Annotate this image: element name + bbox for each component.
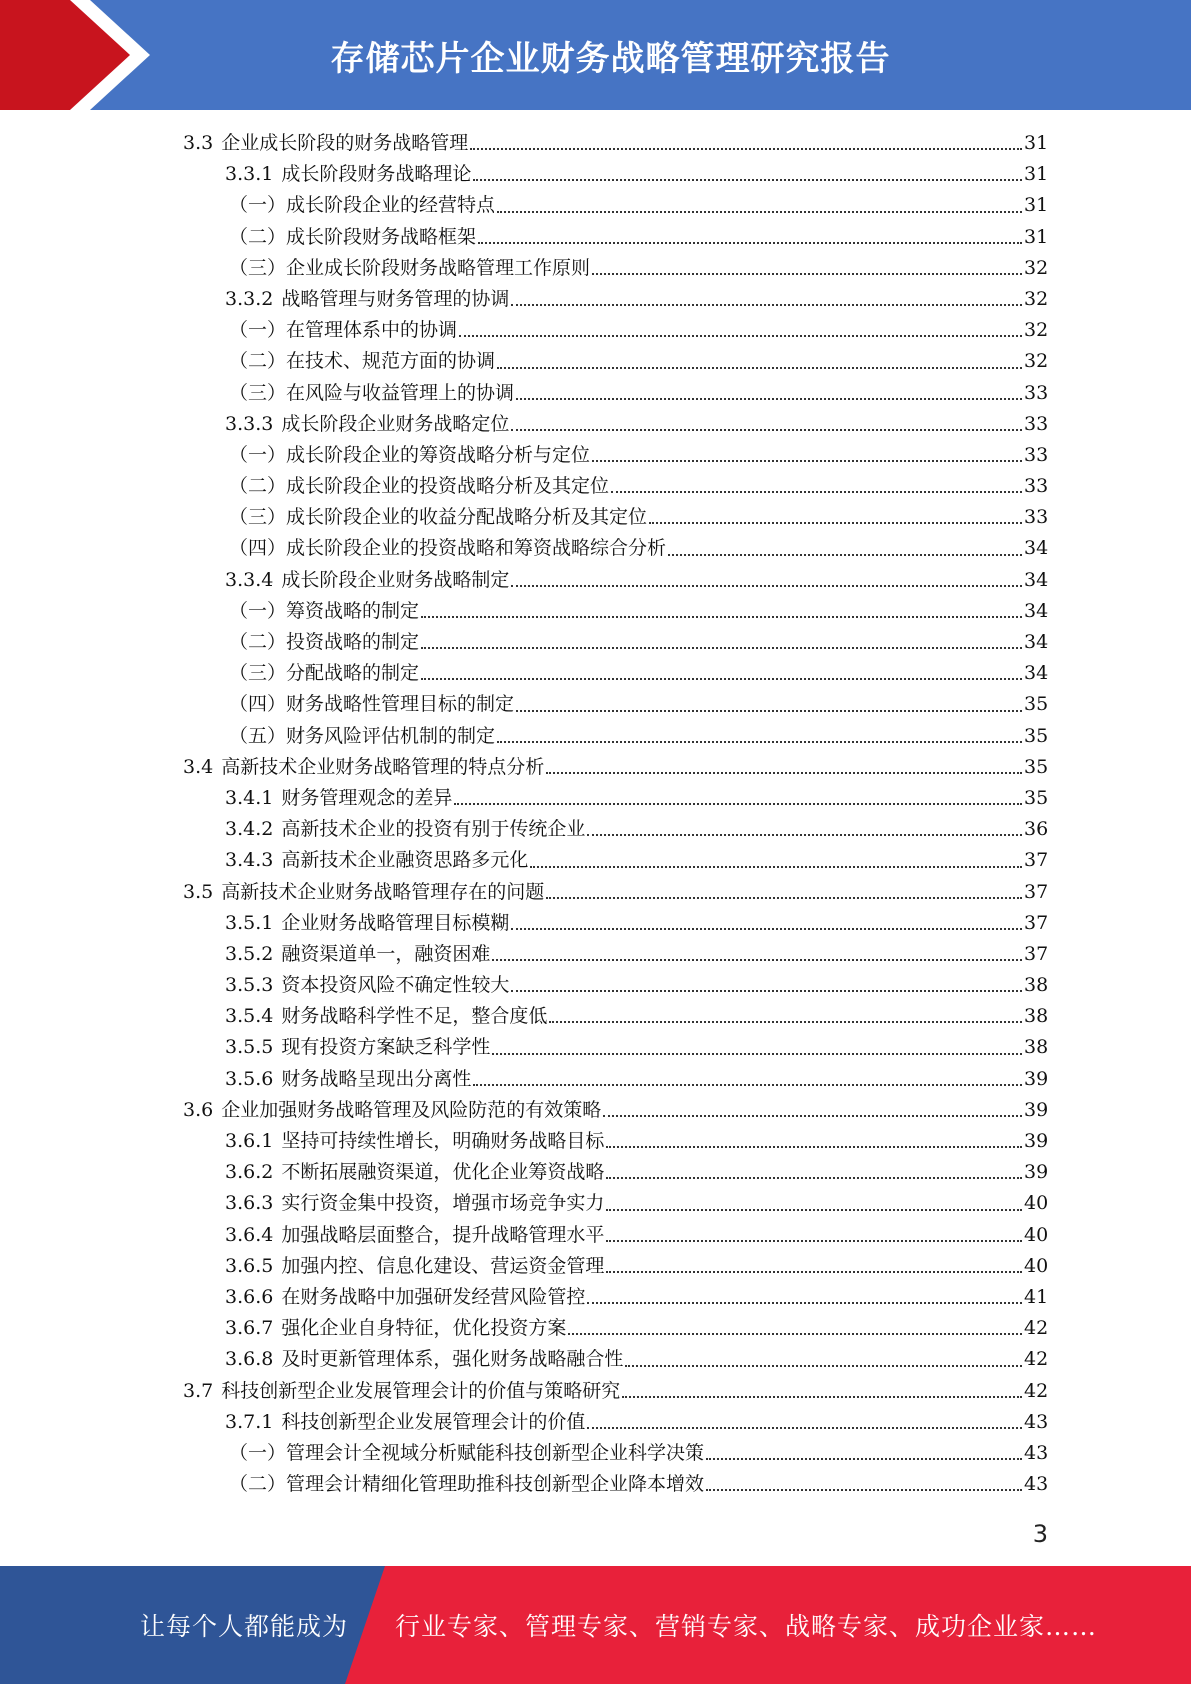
toc-entry-label: 及时更新管理体系，强化财务战略融合性 <box>281 1348 624 1371</box>
toc-entry-label: （一）成长阶段企业的筹资战略分析与定位 <box>229 443 591 466</box>
toc-dot-leader <box>622 1395 1022 1398</box>
toc-dot-leader <box>511 989 1022 992</box>
toc-entry-page: 32 <box>1024 319 1049 342</box>
toc-entry-label: 战略管理与财务管理的协调 <box>281 287 510 310</box>
toc-entry[interactable] <box>183 658 1048 689</box>
toc-entry-label: （一）在管理体系中的协调 <box>229 319 458 342</box>
toc-entry[interactable] <box>183 533 1048 564</box>
toc-entry-page: 43 <box>1024 1473 1049 1496</box>
toc-dot-leader <box>421 615 1022 618</box>
toc-entry[interactable] <box>183 159 1048 190</box>
toc-dot-leader <box>511 303 1022 306</box>
toc-entry-label: （三）在风险与收益管理上的协调 <box>229 381 515 404</box>
toc-entry-page: 31 <box>1024 132 1049 154</box>
toc-entry-label: 成长阶段企业财务战略制定 <box>281 568 510 591</box>
toc-entry-label: （二）投资战略的制定 <box>229 631 420 653</box>
toc-entry-page: 32 <box>1024 287 1049 310</box>
toc-dot-leader <box>706 1457 1022 1460</box>
toc-entry-page: 43 <box>1024 1441 1049 1464</box>
toc-entry-label: 财务战略呈现出分离性 <box>281 1067 472 1090</box>
toc-entry[interactable] <box>183 378 1048 409</box>
toc-entry[interactable] <box>183 502 1048 533</box>
toc-entry-number: 3.6.6 <box>225 1285 274 1308</box>
toc-entry-page: 31 <box>1024 163 1049 186</box>
toc-dot-leader <box>606 1270 1022 1273</box>
toc-entry-page: 34 <box>1024 568 1049 591</box>
toc-dot-leader <box>454 802 1022 805</box>
toc-dot-leader <box>530 865 1022 868</box>
toc-entry-label: （二）成长阶段财务战略框架 <box>229 225 477 248</box>
toc-entry[interactable] <box>183 1251 1048 1282</box>
toc-entry-page: 38 <box>1024 1036 1049 1059</box>
header-band <box>0 0 1191 110</box>
toc-dot-leader <box>549 1020 1022 1023</box>
toc-entry-label: （三）企业成长阶段财务战略管理工作原则 <box>229 256 591 279</box>
toc-entry-number: 3.5.4 <box>225 1005 274 1028</box>
toc-entry-label: 高新技术企业的投资有别于传统企业 <box>281 818 586 841</box>
toc-entry-number: 3.3.1 <box>225 163 274 186</box>
toc-dot-leader <box>546 771 1022 774</box>
toc-entry[interactable] <box>183 409 1048 440</box>
toc-dot-leader <box>649 521 1022 524</box>
toc-entry[interactable] <box>183 128 1048 159</box>
toc-dot-leader <box>592 459 1022 462</box>
toc-entry-label: 企业财务战略管理目标模糊 <box>281 911 510 934</box>
toc-entry-page: 42 <box>1024 1317 1049 1340</box>
toc-entry-number: 3.5.6 <box>225 1067 274 1090</box>
footer-band <box>0 1566 1191 1684</box>
footer-slogan-left: 让每个人都能成为 <box>140 1612 349 1641</box>
toc-entry-page: 36 <box>1024 818 1049 841</box>
toc-entry-page: 37 <box>1024 942 1049 965</box>
toc-dot-leader <box>568 1332 1022 1335</box>
toc-entry[interactable] <box>183 689 1048 720</box>
toc-dot-leader <box>421 646 1022 649</box>
toc-dot-leader <box>473 1083 1022 1086</box>
toc-entry-label: （一）管理会计全视域分析赋能科技创新型企业科学决策 <box>229 1441 705 1464</box>
toc-dot-leader <box>516 397 1022 400</box>
toc-entry-number: 3.6.2 <box>225 1161 274 1184</box>
toc-entry-page: 39 <box>1024 1161 1049 1184</box>
toc-entry-page: 38 <box>1024 1005 1049 1028</box>
toc-entry-page: 34 <box>1024 599 1049 622</box>
toc-dot-leader <box>587 833 1022 836</box>
toc-entry[interactable] <box>183 1438 1048 1469</box>
toc-entry[interactable] <box>183 315 1048 346</box>
toc-entry-number: 3.3.4 <box>225 568 274 591</box>
toc-entry-page: 39 <box>1024 1067 1049 1090</box>
toc-entry-number: 3.6.1 <box>225 1130 274 1152</box>
toc-entry-label: 成长阶段企业财务战略定位 <box>281 412 510 435</box>
toc-entry-label: 坚持可持续性增长，明确财务战略目标 <box>281 1130 605 1152</box>
toc-entry-number: 3.6.8 <box>225 1348 274 1371</box>
toc-dot-leader <box>587 1426 1022 1429</box>
toc-entry-page: 38 <box>1024 974 1049 997</box>
toc-entry-page: 37 <box>1024 911 1049 934</box>
toc-entry[interactable] <box>183 565 1048 596</box>
toc-entry[interactable] <box>183 1188 1048 1219</box>
toc-entry[interactable] <box>183 440 1048 471</box>
toc-entry[interactable] <box>183 1001 1048 1032</box>
toc-entry-number: 3.4 <box>183 755 214 778</box>
toc-entry-page: 33 <box>1024 381 1049 404</box>
toc-entry-page: 33 <box>1024 506 1049 529</box>
toc-dot-leader <box>611 490 1022 493</box>
toc-dot-leader <box>511 584 1022 587</box>
toc-entry-page: 43 <box>1024 1410 1049 1433</box>
toc-entry-page: 42 <box>1024 1348 1049 1371</box>
toc-entry[interactable] <box>183 253 1048 284</box>
toc-entry-label: 财务管理观念的差异 <box>281 786 453 809</box>
toc-entry-page: 31 <box>1024 225 1049 248</box>
toc-entry-label: 成长阶段财务战略理论 <box>281 163 472 186</box>
toc-entry-page: 34 <box>1024 631 1049 653</box>
toc-entry-label: 现有投资方案缺乏科学性 <box>281 1036 491 1059</box>
toc-entry-label: 高新技术企业融资思路多元化 <box>281 849 529 872</box>
toc-entry-label: （二）成长阶段企业的投资战略分析及其定位 <box>229 475 610 498</box>
toc-entry[interactable] <box>183 1282 1048 1313</box>
toc-entry-number: 3.6.5 <box>225 1254 274 1277</box>
table-of-contents <box>183 128 1048 1500</box>
toc-entry[interactable] <box>183 877 1048 908</box>
toc-entry-number: 3.5.2 <box>225 942 274 965</box>
toc-entry-label: 科技创新型企业发展管理会计的价值与策略研究 <box>221 1379 621 1402</box>
toc-entry-label: （一）成长阶段企业的经营特点 <box>229 194 496 217</box>
toc-dot-leader <box>516 709 1022 712</box>
toc-dot-leader <box>592 272 1022 275</box>
toc-entry-number: 3.7 <box>183 1379 214 1402</box>
toc-entry[interactable] <box>183 1469 1048 1500</box>
toc-entry-number: 3.6.3 <box>225 1192 274 1215</box>
toc-entry-page: 39 <box>1024 1130 1049 1152</box>
toc-dot-leader <box>470 147 1022 150</box>
toc-entry-label: 强化企业自身特征，优化投资方案 <box>281 1317 567 1340</box>
toc-entry-page: 35 <box>1024 693 1049 716</box>
toc-dot-leader <box>511 428 1022 431</box>
toc-entry-number: 3.6 <box>183 1098 214 1121</box>
toc-entry[interactable] <box>183 970 1048 1001</box>
toc-entry-label: （五）财务风险评估机制的制定 <box>229 724 496 747</box>
toc-entry-page: 37 <box>1024 880 1049 903</box>
toc-entry-page: 35 <box>1024 786 1049 809</box>
toc-entry-label: 加强战略层面整合，提升战略管理水平 <box>281 1223 605 1246</box>
toc-entry-label: （一）筹资战略的制定 <box>229 599 420 622</box>
toc-entry-label: 企业加强财务战略管理及风险防范的有效策略 <box>221 1098 602 1121</box>
toc-entry-page: 34 <box>1024 662 1049 685</box>
report-title: 存储芯片企业财务战略管理研究报告 <box>330 38 891 79</box>
toc-entry[interactable] <box>183 1407 1048 1438</box>
toc-entry-label: 实行资金集中投资，增强市场竞争实力 <box>281 1192 605 1215</box>
toc-dot-leader <box>606 1176 1022 1179</box>
toc-entry[interactable] <box>183 721 1048 752</box>
toc-entry[interactable] <box>183 471 1048 502</box>
toc-entry-number: 3.4.3 <box>225 849 274 872</box>
toc-entry[interactable] <box>183 1126 1048 1157</box>
toc-entry-label: 财务战略科学性不足，整合度低 <box>281 1005 548 1028</box>
toc-entry-page: 37 <box>1024 849 1049 872</box>
toc-entry-label: 高新技术企业财务战略管理存在的问题 <box>221 880 545 903</box>
toc-entry-page: 33 <box>1024 412 1049 435</box>
toc-dot-leader <box>459 334 1022 337</box>
toc-entry-page: 42 <box>1024 1379 1049 1402</box>
toc-entry-number: 3.3.3 <box>225 412 274 435</box>
toc-entry[interactable] <box>183 1344 1048 1375</box>
toc-entry[interactable] <box>183 814 1048 845</box>
toc-entry-label: 科技创新型企业发展管理会计的价值 <box>281 1410 586 1433</box>
toc-entry[interactable] <box>183 222 1048 253</box>
toc-entry-label: 融资渠道单一，融资困难 <box>281 942 491 965</box>
toc-dot-leader <box>511 927 1022 930</box>
toc-entry-page: 32 <box>1024 256 1049 279</box>
toc-entry-number: 3.5.3 <box>225 974 274 997</box>
toc-entry[interactable] <box>183 1376 1048 1407</box>
toc-entry-page: 33 <box>1024 443 1049 466</box>
toc-entry[interactable] <box>183 284 1048 315</box>
toc-entry-page: 32 <box>1024 350 1049 373</box>
toc-entry-number: 3.5.5 <box>225 1036 274 1059</box>
toc-entry-page: 35 <box>1024 724 1049 747</box>
toc-entry-label: （四）财务战略性管理目标的制定 <box>229 693 515 716</box>
toc-entry-label: （四）成长阶段企业的投资战略和筹资战略综合分析 <box>229 537 667 560</box>
toc-dot-leader <box>587 1301 1022 1304</box>
toc-dot-leader <box>497 210 1022 213</box>
toc-entry-number: 3.6.4 <box>225 1223 274 1246</box>
toc-dot-leader <box>478 241 1022 244</box>
toc-entry-number: 3.3 <box>183 132 214 154</box>
toc-entry[interactable] <box>183 783 1048 814</box>
toc-entry-page: 40 <box>1024 1254 1049 1277</box>
toc-entry-number: 3.7.1 <box>225 1410 274 1433</box>
toc-entry[interactable] <box>183 627 1048 658</box>
toc-dot-leader <box>668 553 1022 556</box>
toc-entry-label: （三）分配战略的制定 <box>229 662 420 685</box>
toc-entry-number: 3.3.2 <box>225 287 274 310</box>
toc-entry[interactable] <box>183 1313 1048 1344</box>
page-number: 3 <box>1032 1520 1048 1548</box>
toc-dot-leader <box>492 958 1022 961</box>
toc-dot-leader <box>606 1208 1022 1211</box>
toc-entry[interactable] <box>183 1095 1048 1126</box>
toc-entry[interactable] <box>183 1032 1048 1063</box>
toc-dot-leader <box>492 1052 1022 1055</box>
footer-slogan-right: 行业专家、管理专家、营销专家、战略专家、成功企业家…… <box>395 1612 1098 1641</box>
toc-entry[interactable] <box>183 845 1048 876</box>
toc-entry-page: 40 <box>1024 1223 1049 1246</box>
toc-entry[interactable] <box>183 1157 1048 1188</box>
toc-entry[interactable] <box>183 908 1048 939</box>
toc-entry-number: 3.5.1 <box>225 911 274 934</box>
toc-entry-label: 在财务战略中加强研发经营风险管控 <box>281 1285 586 1308</box>
toc-entry[interactable] <box>183 190 1048 221</box>
toc-entry-label: （三）成长阶段企业的收益分配战略分析及其定位 <box>229 506 648 529</box>
toc-entry-page: 31 <box>1024 194 1049 217</box>
toc-entry-page: 40 <box>1024 1192 1049 1215</box>
toc-entry-number: 3.6.7 <box>225 1317 274 1340</box>
toc-entry[interactable] <box>183 752 1048 783</box>
toc-entry-page: 35 <box>1024 755 1049 778</box>
toc-entry[interactable] <box>183 1220 1048 1251</box>
toc-entry[interactable] <box>183 1064 1048 1095</box>
toc-entry-page: 33 <box>1024 475 1049 498</box>
toc-entry[interactable] <box>183 346 1048 377</box>
toc-entry-label: 加强内控、信息化建设、营运资金管理 <box>281 1254 605 1277</box>
toc-dot-leader <box>606 1239 1022 1242</box>
toc-dot-leader <box>421 677 1022 680</box>
toc-entry-label: 高新技术企业财务战略管理的特点分析 <box>221 755 545 778</box>
toc-entry-number: 3.4.2 <box>225 818 274 841</box>
toc-entry-label: 资本投资风险不确定性较大 <box>281 974 510 997</box>
toc-entry-page: 41 <box>1024 1285 1049 1308</box>
toc-dot-leader <box>706 1488 1022 1491</box>
toc-dot-leader <box>546 896 1022 899</box>
toc-entry-page: 39 <box>1024 1098 1049 1121</box>
toc-entry-label: 企业成长阶段的财务战略管理 <box>221 132 469 154</box>
toc-entry-label: （二）在技术、规范方面的协调 <box>229 350 496 373</box>
toc-entry-number: 3.4.1 <box>225 786 274 809</box>
toc-dot-leader <box>473 178 1022 181</box>
toc-entry-label: 不断拓展融资渠道，优化企业筹资战略 <box>281 1161 605 1184</box>
toc-dot-leader <box>497 740 1022 743</box>
toc-entry-page: 34 <box>1024 537 1049 560</box>
toc-dot-leader <box>497 366 1022 369</box>
toc-entry[interactable] <box>183 596 1048 627</box>
toc-entry-label: （二）管理会计精细化管理助推科技创新型企业降本增效 <box>229 1473 705 1496</box>
toc-dot-leader <box>625 1364 1022 1367</box>
toc-dot-leader <box>603 1114 1022 1117</box>
toc-entry-number: 3.5 <box>183 880 214 903</box>
toc-dot-leader <box>606 1145 1022 1148</box>
toc-entry[interactable] <box>183 939 1048 970</box>
